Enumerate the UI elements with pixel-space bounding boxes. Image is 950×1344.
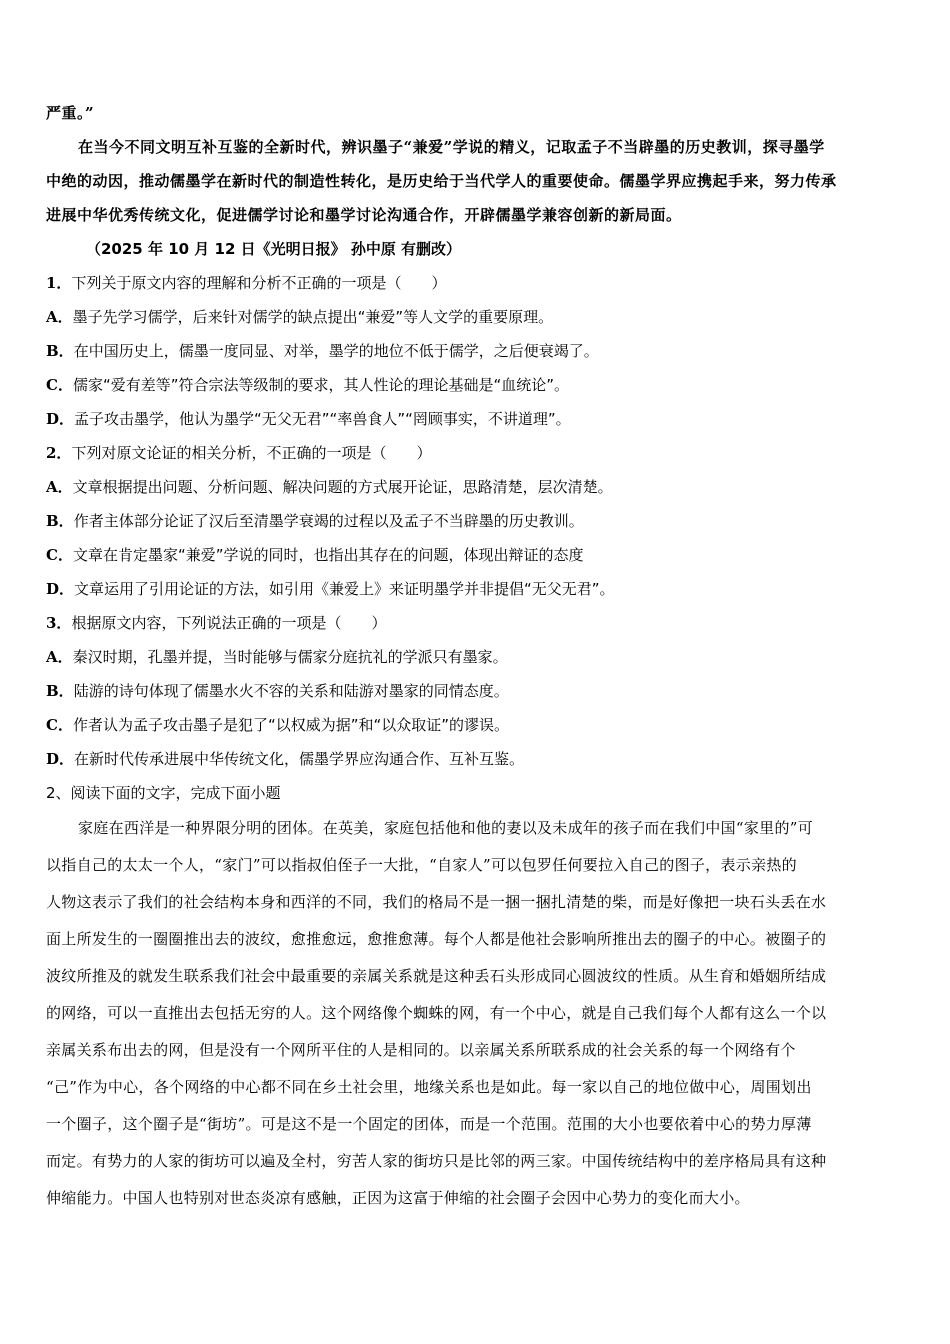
option-c	[46, 368, 900, 402]
option-letter: B．	[46, 682, 74, 700]
option-text: 在新时代传承进展中华传统文化，儒墨学界应沟通合作、互补互鉴。	[74, 750, 525, 768]
question-stem	[46, 606, 900, 640]
text-line: 以指自己的太太一个人，“家门”可以指叔伯侄子一大批，“自家人”可以包罗任何要拉入自己的图子，表示亲热的	[46, 856, 797, 874]
text-line: 的网络，可以一直推出去包括无穷的人。这个网络像个蜘蛛的网，有一个中心，就是自己我们每个人都有这么一个以	[46, 1004, 827, 1022]
option-text: 在中国历史上，儒墨一度同显、对举，墨学的地位不低于儒学，之后便衰竭了。	[73, 342, 599, 360]
question-number: 1．	[46, 274, 72, 292]
option-letter: D．	[46, 410, 75, 428]
option-text: 作者主体部分论证了汉后至清墨学衰竭的过程以及孟子不当辟墨的历史教训。	[73, 512, 584, 530]
option-d	[46, 742, 900, 776]
text-line: 一个圈子，这个圈子是“街坊”。可是这不是一个固定的团体，而是一个范围。范围的大小也要依着中心的势力厚薄	[46, 1115, 812, 1133]
text-line: 家庭在西洋是一种界限分明的团体。在英美，家庭包括他和他的妻以及未成年的孩子而在我们中国“家里的”可	[78, 819, 814, 837]
option-text: 作者认为孟子攻击墨子是犯了“以权威为据”和“以众取证”的谬误。	[72, 716, 510, 734]
option-text: 文章运用了引用论证的方法，如引用《兼爱上》来证明墨学并非提倡“无父无君”。	[74, 580, 615, 598]
text-line: 面上所发生的一圈圈推出去的波纹，愈推愈远，愈推愈薄。每个人都是他社会影响所推出去的圈子的中心。被圈子的	[46, 930, 827, 948]
question-2	[46, 436, 900, 606]
option-a	[46, 470, 900, 504]
source-citation: （2025 年 10 月 12 日《光明日报》 孙中原 有删改）	[86, 240, 462, 258]
question-text: 下列关于原文内容的理解和分析不正确的一项是（ ）	[71, 274, 447, 292]
option-c	[46, 538, 900, 572]
option-text: 文章根据提出问题、分析问题、解决问题的方式展开论证，思路清楚，层次清楚。	[72, 478, 613, 496]
text-line: 伸缩能力。中国人也特别对世态炎凉有感触，正因为这富于伸缩的社会圈子会因中心势力的变化而大小。	[46, 1189, 750, 1207]
text-line: 在当今不同文明互补互鉴的全新时代，辨识墨子“兼爱”学说的精义，记取孟子不当辟墨的历史教训，探寻墨学	[78, 138, 825, 156]
option-letter: C．	[46, 546, 73, 564]
option-b	[46, 334, 900, 368]
option-letter: B．	[46, 512, 74, 530]
question-1	[46, 266, 900, 436]
option-d	[46, 402, 900, 436]
option-letter: C．	[46, 716, 73, 734]
question-stem	[46, 266, 900, 300]
option-letter: D．	[46, 580, 75, 598]
option-a	[46, 640, 900, 674]
reading-passage	[46, 810, 900, 1217]
option-b	[46, 504, 900, 538]
passage-paragraph-conclusion	[46, 130, 900, 232]
question-number: 3．	[46, 614, 72, 632]
option-text: 儒家“爱有差等”符合宗法等级制的要求，其人性论的理论基础是“血统论”。	[72, 376, 570, 394]
option-d	[46, 572, 900, 606]
option-text: 文章在肯定墨家“兼爱”学说的同时，也指出其存在的问题，体现出辩证的态度	[72, 546, 584, 564]
option-a	[46, 300, 900, 334]
text-line: 波纹所推及的就发生联系我们社会中最重要的亲属关系就是这种丢石头形成同心圆波纹的性质。从生育和婚姻所结成	[46, 967, 827, 985]
option-letter: B．	[46, 342, 74, 360]
text-line: 亲属关系布出去的网，但是没有一个网所平住的人是相同的。以亲属关系所联系成的社会关系的每一个网络有个	[46, 1041, 796, 1059]
option-letter: A．	[46, 478, 73, 496]
text-line: 中绝的动因，推动儒墨学在新时代的制造性转化，是历史给于当代学人的重要使命。儒墨学界应携起手来，努力传承	[46, 172, 837, 190]
text-line: “己”作为中心，各个网络的中心都不同在乡土社会里，地缘关系也是如此。每一家以自己的地位做中心，周围划出	[46, 1078, 812, 1096]
option-b	[46, 674, 900, 708]
text-line: 严重。”	[46, 104, 95, 122]
question-text: 下列对原文论证的相关分析，不正确的一项是（ ）	[71, 444, 432, 462]
section-heading: 2、阅读下面的文字，完成下面小题	[46, 784, 281, 802]
option-text: 秦汉时期，孔墨并提，当时能够与儒家分庭抗礼的学派只有墨家。	[72, 648, 508, 666]
question-number: 2．	[46, 444, 72, 462]
option-text: 墨子先学习儒学，后来针对儒学的缺点提出“兼爱”等人文学的重要原理。	[72, 308, 554, 326]
passage-tail	[46, 96, 900, 130]
option-letter: C．	[46, 376, 73, 394]
text-line: 而定。有势力的人家的街坊可以遍及全村，穷苦人家的街坊只是比邻的两三家。中国传统结构中的差序格局具有这种	[46, 1152, 827, 1170]
question-3	[46, 606, 900, 776]
option-letter: A．	[46, 308, 73, 326]
option-text: 陆游的诗句体现了儒墨水火不容的关系和陆游对墨家的同情态度。	[73, 682, 509, 700]
question-text: 根据原文内容，下列说法正确的一项是（ ）	[71, 614, 387, 632]
option-text: 孟子攻击墨学，他认为墨学“无父无君”“率兽食人”“罔顾事实，不讲道理”。	[74, 410, 571, 428]
text-line: 进展中华优秀传统文化，促进儒学讨论和墨学讨论沟通合作，开辟儒墨学兼容创新的新局面。	[46, 206, 682, 224]
option-c	[46, 708, 900, 742]
option-letter: D．	[46, 750, 75, 768]
question-stem	[46, 436, 900, 470]
text-line: 人物这表示了我们的社会结构本身和西洋的不同，我们的格局不是一捆一捆扎清楚的柴，而是好像把一块石头丢在水	[46, 893, 827, 911]
option-letter: A．	[46, 648, 73, 666]
